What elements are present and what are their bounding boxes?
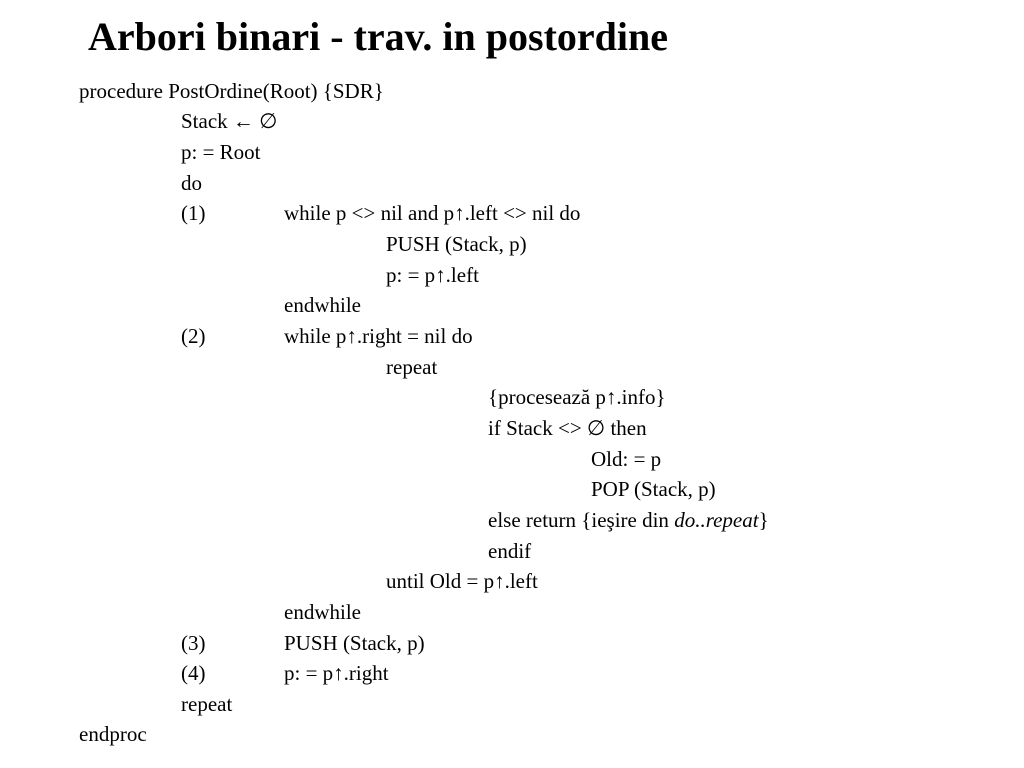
- code-line: p: = p↑.right: [284, 661, 389, 685]
- code-line: endwhile: [284, 600, 361, 624]
- code-line: while p <> nil and p↑.left <> nil do: [284, 201, 581, 225]
- code-text-italic: do..repeat: [674, 508, 759, 532]
- code-line: endwhile: [284, 293, 361, 317]
- code-line: PUSH (Stack, p): [386, 232, 527, 256]
- code-line: procedure PostOrdine(Root) {SDR}: [79, 79, 384, 103]
- code-line: endproc: [79, 722, 147, 746]
- code-line: endif: [488, 539, 532, 563]
- slide-title: Arbori binari - trav. in postordine: [88, 14, 669, 59]
- code-line: POP (Stack, p): [591, 477, 716, 501]
- code-line: {procesează p↑.info}: [488, 385, 666, 409]
- step-number: (3): [181, 631, 206, 655]
- code-line: Stack ← ∅: [181, 109, 278, 133]
- code-line: while p↑.right = nil do: [284, 324, 473, 348]
- code-line: p: = Root: [181, 140, 261, 164]
- code-line: repeat: [386, 355, 438, 379]
- code-text: }: [758, 508, 769, 532]
- step-number: (4): [181, 661, 206, 685]
- code-line: [488, 505, 769, 535]
- code-line: Old: = p: [591, 447, 662, 471]
- code-line: if Stack <> ∅ then: [488, 416, 647, 440]
- code-text: else return {ieşire din: [488, 508, 675, 532]
- code-line: p: = p↑.left: [386, 263, 479, 287]
- code-line: until Old = p↑.left: [386, 569, 538, 593]
- step-number: (1): [181, 201, 206, 225]
- code-line: PUSH (Stack, p): [284, 631, 425, 655]
- step-number: (2): [181, 324, 206, 348]
- code-line: do: [181, 171, 202, 195]
- code-line: repeat: [181, 692, 233, 716]
